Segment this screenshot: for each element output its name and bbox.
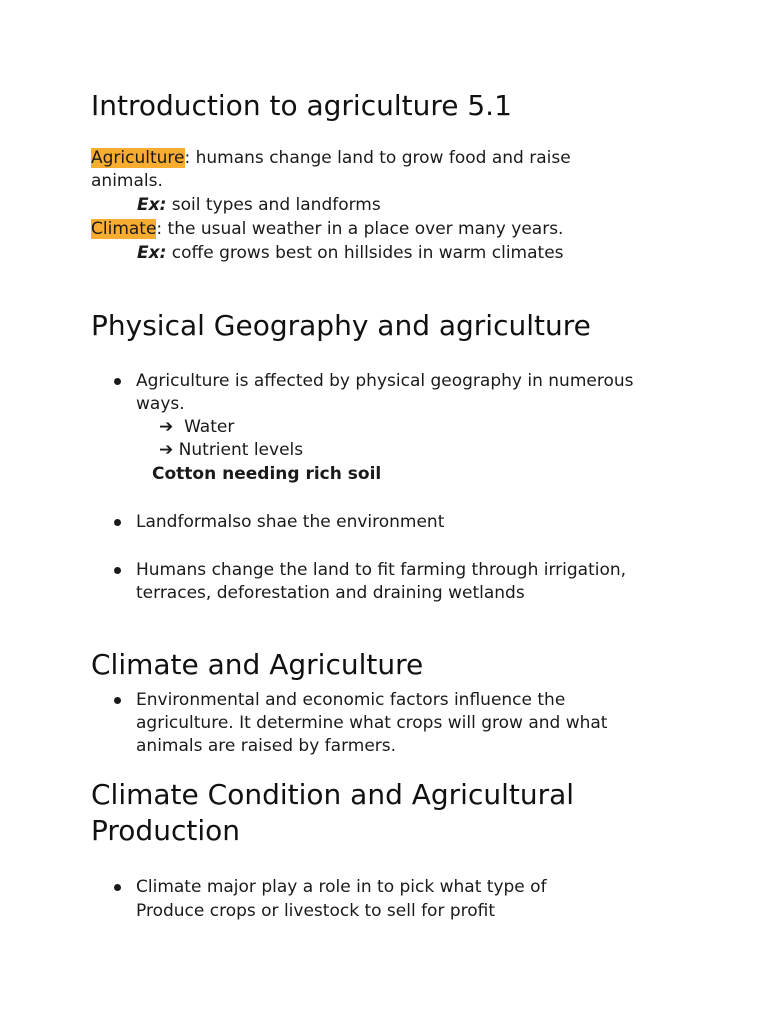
bullet-text: Agriculture is affected by physical geography in numerous [136, 371, 634, 391]
climate-term-highlight: Climate [91, 219, 157, 239]
arrow-right-icon: ➔ [159, 417, 174, 437]
page-title: Introduction to agriculture 5.1 [91, 89, 512, 122]
sub-item-water [159, 416, 234, 439]
example-coffee [137, 242, 564, 265]
example-text: soil types and landforms [166, 195, 381, 215]
sub-item-label: Water [184, 417, 235, 437]
sub-item-label: Nutrient levels [178, 440, 304, 460]
climate-definition-text: : the usual weather in a place over many years. [156, 219, 564, 239]
agriculture-definition [91, 147, 571, 170]
bullet-text-cont: ways. [136, 394, 185, 414]
section-heading-climate-condition-cont: Production [91, 814, 240, 847]
bullet-text: Landformalso shae the environment [136, 512, 445, 532]
section-heading-physical-geography: Physical Geography and agriculture [91, 309, 591, 342]
bullet-dot [114, 519, 121, 526]
bullet-text-cont: Produce crops or livestock to sell for profit [136, 901, 496, 921]
bullet-dot [114, 378, 121, 385]
bullet-text: Humans change the land to fit farming through irrigation, [136, 560, 627, 580]
bullet-text-cont: agriculture. It determine what crops will grow and what [136, 713, 608, 733]
section-heading-climate-condition: Climate Condition and Agricultural [91, 778, 575, 811]
section-heading-climate-agriculture: Climate and Agriculture [91, 648, 424, 681]
bullet-text-cont: terraces, deforestation and draining wetlands [136, 583, 525, 603]
bullet-text: Environmental and economic factors influence the [136, 690, 566, 710]
arrow-right-icon: ➔ [159, 440, 174, 460]
bullet-dot [114, 697, 121, 704]
agriculture-definition-cont: animals. [91, 171, 163, 191]
agriculture-term-highlight: Agriculture [91, 148, 185, 168]
bullet-dot [114, 884, 121, 891]
example-label: Ex: [137, 243, 167, 263]
example-label: Ex: [137, 195, 167, 215]
example-text: coffe grows best on hillsides in warm climates [166, 243, 564, 263]
agriculture-definition-text: : humans change land to grow food and raise [184, 148, 571, 168]
cotton-note: Cotton needing rich soil [152, 464, 382, 484]
climate-definition [91, 218, 563, 241]
bullet-text-cont: animals are raised by farmers. [136, 736, 397, 756]
sub-item-nutrient-levels [159, 439, 303, 462]
bullet-text: Climate major play a role in to pick what type of [136, 877, 547, 897]
bullet-dot [114, 567, 121, 574]
example-soil [137, 194, 381, 217]
